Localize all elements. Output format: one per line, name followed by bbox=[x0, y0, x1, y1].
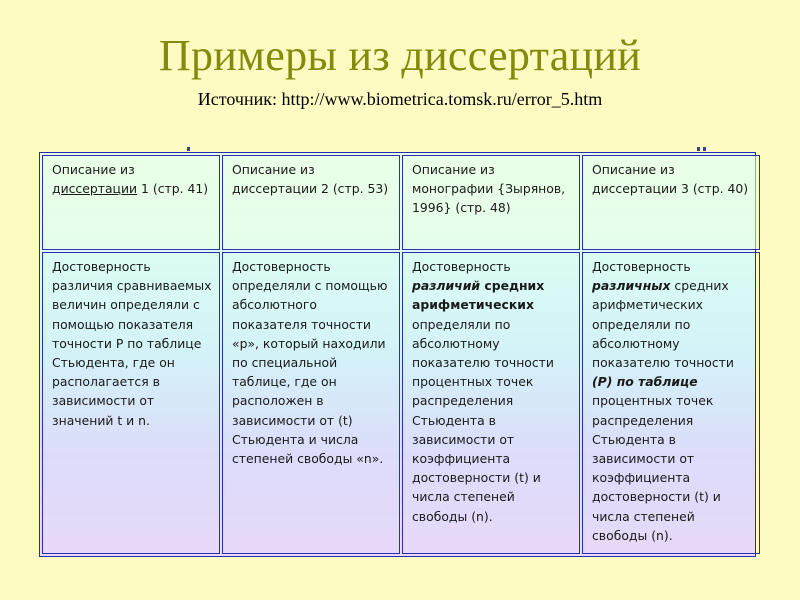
cell-4-bold-italic-2: (Р) по таблице bbox=[592, 374, 698, 390]
mark-left bbox=[187, 147, 190, 151]
header-cell-1 bbox=[42, 155, 220, 250]
cell-4-bold-italic: различных bbox=[592, 278, 671, 294]
cell-4-post: процентных точек распределения Стьюдента в зависимости от коэффициента достоверности (t) и числа степеней свободы (n). bbox=[592, 393, 721, 543]
cell-4-pre: Достоверность bbox=[592, 259, 691, 274]
cell-4-mid: средних арифметических определяли по абсолютному показателю точности bbox=[592, 278, 734, 371]
header-cell-2: Описание из диссертации 2 (стр. 53) bbox=[222, 155, 400, 250]
cell-3-bold: средних арифметических bbox=[412, 278, 545, 313]
mark-right-1 bbox=[697, 147, 700, 151]
source-line: Источник: http://www.biometrica.tomsk.ru/error_5.htm bbox=[197, 89, 603, 109]
comparison-table bbox=[39, 152, 756, 557]
header-1-underlined: диссертации bbox=[52, 181, 138, 197]
cell-3-bold-italic: различий bbox=[412, 278, 481, 294]
content-row bbox=[42, 252, 760, 554]
header-1-post: 1 (стр. 41) bbox=[137, 181, 209, 197]
mark-right-2 bbox=[703, 147, 706, 151]
header-1-pre: Описание из bbox=[52, 162, 135, 177]
content-cell-3 bbox=[402, 252, 580, 554]
cell-3-pre: Достоверность bbox=[412, 259, 511, 274]
slide-title: Примеры из диссертаций bbox=[158, 31, 642, 80]
content-cell-1: Достоверность различия сравниваемых величин определяли с помощью показателя точности Р по таблице Стьюдента, где он располагается в зависимости от значений t и n. bbox=[42, 252, 220, 554]
header-cell-4: Описание из диссертации 3 (стр. 40) bbox=[582, 155, 760, 250]
content-cell-2: Достоверность определяли с помощью абсолютного показателя точности «р», который находили по специальной таблице, где он расположен в зависимости от (t) Стьюдента и числа степеней свободы «n». bbox=[222, 252, 400, 554]
header-cell-3: Описание из монографии {Зырянов, 1996} (стр. 48) bbox=[402, 155, 580, 250]
header-row bbox=[42, 155, 760, 250]
content-cell-4 bbox=[582, 252, 760, 554]
cell-3-post: определяли по абсолютному показателю точности процентных точек распределения Стьюдента в зависимости от коэффициента достоверности (t) и числа степеней свободы (n). bbox=[412, 316, 554, 524]
